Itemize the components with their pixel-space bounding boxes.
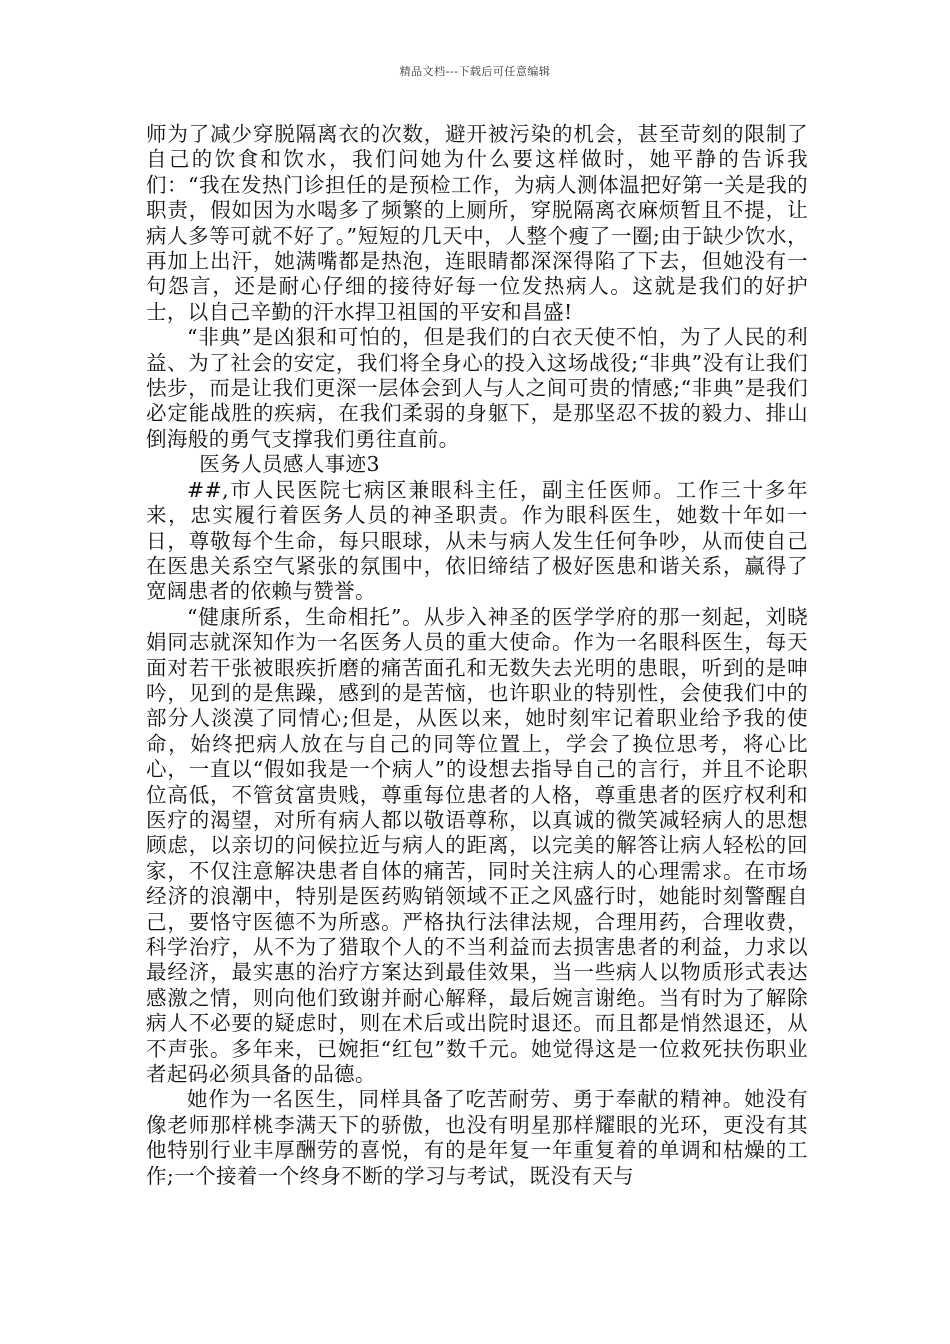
paragraph-sars-fight: “非典”是凶狠和可怕的，但是我们的白衣天使不怕，为了人民的利益、为了社会的安定，我们将全身心的投入这场战役;“非典”没有让我们怯步，而是让我们更深一层体会到人与人之间可贵的情感;“非典”是我们必定能战胜的疾病，在我们柔弱的身躯下，是那坚忍不拔的毅力、排山倒海般的勇气支撑我们勇往直前。 (146, 325, 808, 451)
page-header: 精品文档---下载后可任意编辑 (399, 65, 551, 78)
paragraph-doctor-ethics: “健康所系，生命相托”。从步入神圣的医学学府的那一刻起，刘晓娟同志就深知作为一名医务人员的重大使命。作为一名眼科医生，每天面对若干张被眼疾折磨的痛苦面孔和无数失去光明的患眼，听到的是呻吟，见到的是焦躁，感到的是苦恼，也许职业的特别性，会使我们中的部分人淡漠了同情心;但是，从医以来，她时刻牢记着职业给予我的使命，始终把病人放在与自己的同等位置上，学会了换位思考，将心比心，一直以“假如我是一个病人”的设想去指导自己的言行，并且不论职位高低，不管贫富贵贱，尊重每位患者的人格，尊重患者的医疗权利和医疗的渴望，对所有病人都以敬语尊称，以真诚的微笑减轻病人的思想顾虑，以亲切的问候拉近与病人的距离，以完美的解答让病人轻松的回家，不仅注意解决患者自体的痛苦，同时关注病人的心理需求。在市场经济的浪潮中，特别是医药购销领域不正之风盛行时，她能时刻警醒自己，要恪守医德不为所惑。严格执行法律法规，合理用药，合理收费，科学治疗，从不为了猎取个人的不当利益而去损害患者的利益，力求以最经济，最实惠的治疗方案达到最佳效果，当一些病人以物质形式表达感激之情，则向他们致谢并耐心解释，最后婉言谢绝。当有时为了解除病人不必要的疑虑时，则在术后或出院时退还。而且都是悄然退还，从不声张。多年来，已婉拒“红包”数千元。她觉得这是一位救死扶伤职业者起码必须具备的品德。 (146, 604, 808, 1087)
section-heading: 医务人员感人事迹3 (199, 452, 380, 477)
paragraph-doctor-intro: ##,市人民医院七病区兼眼科主任，副主任医师。工作三十多年来，忠实履行着医务人员的神圣职责。作为眼科医生，她数十年如一日，尊敬每个生命，每只眼球，从未与病人发生任何争吵，从而使自己在医患关系空气紧张的氛围中，依旧缔结了极好医患和谐关系，赢得了宽阔患者的依赖与赞誉。 (146, 477, 808, 604)
paragraph-nurse-story-continued: 师为了减少穿脱隔离衣的次数，避开被污染的机会，甚至苛刻的限制了自己的饮食和饮水，我们问她为什么要这样做时，她平静的告诉我们：“我在发热门诊担任的是预检工作，为病人测体温把好第一关是我的职责，假如因为水喝多了频繁的上厕所，穿脱隔离衣麻烦暂且不提，让病人多等可就不好了。”短短的几天中，人整个瘦了一圈;由于缺少饮水，再加上出汗，她满嘴都是热泡，连眼睛都深深得陷了下去，但她没有一句怨言，还是耐心仔细的接待好每一位发热病人。这就是我们的好护士，以自己辛勤的汗水捍卫祖国的平安和昌盛! (146, 122, 808, 324)
paragraph-doctor-dedication: 她作为一名医生，同样具备了吃苦耐劳、勇于奉献的精神。她没有像老师那样桃李满天下的骄傲，也没有明星那样耀眼的光环，更没有其他特别行业丰厚酬劳的喜悦，有的是年复一年重复着的单调和枯燥的工作;一个接着一个终身不断的学习与考试，既没有天与 (146, 1087, 808, 1188)
document-body (146, 122, 808, 1189)
